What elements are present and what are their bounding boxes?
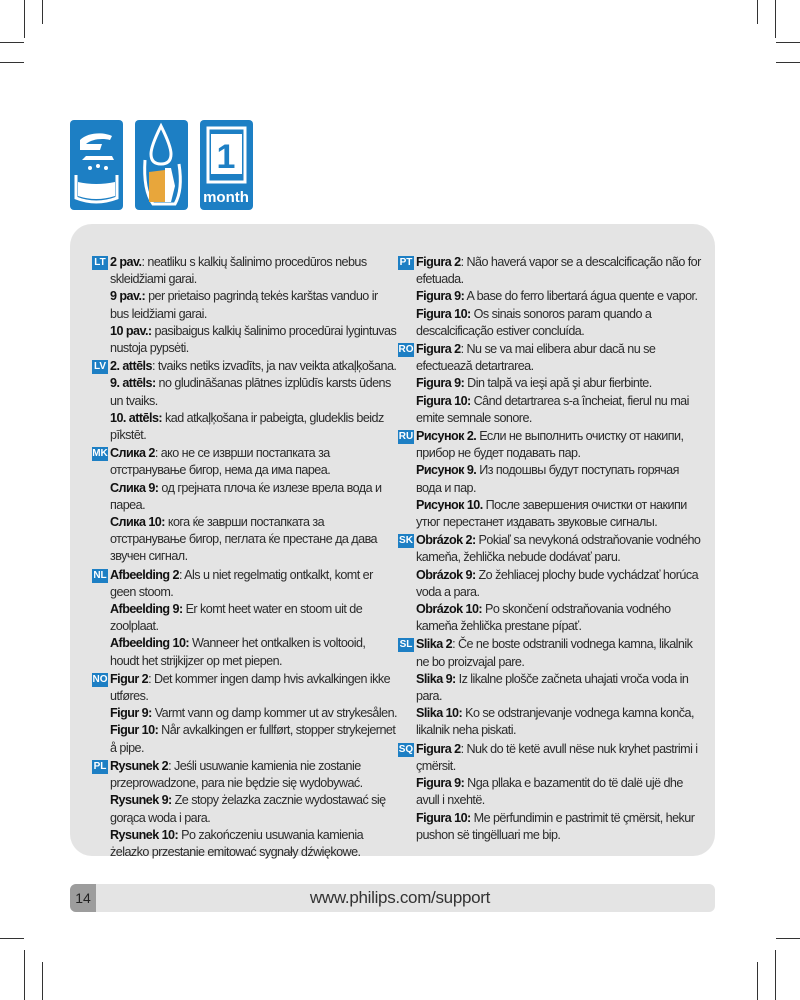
figure-text: : Als u niet regelmatig ontkalkt, komt er geen stoom. <box>110 567 373 599</box>
figure-caption <box>110 514 397 566</box>
figure-caption <box>110 671 397 705</box>
figure-caption <box>416 567 703 601</box>
figure-text: Når avkalkingen er fullført, stopper strykejernet å pipe. <box>110 723 396 755</box>
language-tag: RO <box>398 344 414 356</box>
crop-mark <box>775 0 776 38</box>
crop-mark <box>776 42 800 43</box>
figure-text: per prietaiso pagrindą tekės karštas vanduo ir bus leidžiami garai. <box>110 289 378 321</box>
figure-label: Figura 10: <box>416 393 471 408</box>
language-entry-nl <box>92 567 397 670</box>
figure-text: : Det kommer ingen damp hvis avkalkingen ikke utføres. <box>110 671 391 704</box>
figure-text: : Nuk do të ketë avull nëse nuk kryhet pastrimi i çmërsit. <box>416 741 698 773</box>
language-entry-mk <box>92 445 397 565</box>
figure-label: Figura 2 <box>416 342 461 357</box>
figure-caption <box>110 358 397 375</box>
figure-text: : Če ne boste odstranili vodnega kamna, likalnik ne bo proizvajal pare. <box>416 637 693 669</box>
figure-caption <box>110 722 397 756</box>
figure-caption <box>110 254 397 288</box>
figure-label: Figura 2 <box>416 255 461 269</box>
crop-mark <box>0 42 24 43</box>
language-entry-lt <box>92 254 397 357</box>
figure-caption <box>416 636 703 670</box>
figure-text: kad atkaļķošana ir pabeigta, gludeklis beidz pīkstēt. <box>110 410 384 443</box>
figure-text: од грејната плоча ќе излезе врела вода и пареа. <box>110 480 382 512</box>
figure-text: Când detartrarea s-a încheiat, fierul nu mai emite semnale sonore. <box>416 393 689 425</box>
figure-text: После завершения очистки от накипи утюг перестанет издавать звуковые сигналы. <box>416 497 687 530</box>
figure-caption <box>416 775 703 809</box>
figure-caption <box>416 497 703 531</box>
figure-label: 10. attēls: <box>110 410 163 425</box>
crop-mark <box>42 962 43 1000</box>
figure-label: Figura 9: <box>416 776 465 791</box>
figure-label: Слика 9: <box>110 480 159 495</box>
figure-text: Os sinais sonoros param quando a descalcificação estiver concluída. <box>416 306 652 338</box>
left-column <box>92 254 397 862</box>
crop-mark <box>42 0 43 24</box>
language-entry-sq <box>398 741 703 844</box>
figure-text: Nga pllaka e bazamentit do të dalë ujë dhe avull i nxehtë. <box>416 776 683 808</box>
figure-label: 9 pav.: <box>110 289 146 304</box>
figure-caption <box>416 393 703 427</box>
figure-text: Po skončení odstraňovania vodného kameňa žehlička prestane pípať. <box>416 602 671 634</box>
figure-caption <box>416 462 703 496</box>
right-column <box>398 254 703 845</box>
language-entry-ru <box>398 428 703 531</box>
figure-label: 9. attēls: <box>110 376 156 391</box>
page-number: 14 <box>70 884 96 912</box>
figure-label: Figur 2 <box>110 671 149 686</box>
figure-text: : neatliku s kalkių šalinimo procedūros nebus skleidžiami garai. <box>110 255 367 287</box>
figure-label: Obrázok 9: <box>416 567 476 582</box>
language-tag: SL <box>399 639 413 651</box>
figure-label: Figura 10: <box>416 306 471 321</box>
figure-text: : tvaiks netiks izvadīts, ja nav veikta atkaļķošana. <box>151 359 397 374</box>
language-tag: MK <box>92 448 108 460</box>
language-tag: NL <box>93 569 107 581</box>
language-entry-pl <box>92 758 397 861</box>
figure-label: Rysunek 2 <box>110 758 169 773</box>
figure-label: Afbeelding 2 <box>110 567 179 582</box>
figure-caption <box>416 341 703 375</box>
figure-text: Me përfundimin e pastrimit të çmërsit, hekur pushon së tingëlluari me bip. <box>416 810 695 842</box>
figure-label: Slika 2 <box>416 637 453 652</box>
crop-mark <box>0 62 24 63</box>
figure-text: Er komt heet water en stoom uit de zoolplaat. <box>110 602 363 634</box>
figure-text: no gludināšanas plātnes izplūdīs karsts ūdens un tvaiks. <box>110 376 391 408</box>
figure-label: Рисунок 2. <box>416 429 477 444</box>
language-entry-no <box>92 671 397 757</box>
calendar-label: month <box>203 189 249 206</box>
language-entry-ro <box>398 341 703 427</box>
language-entry-sl <box>398 636 703 739</box>
figure-text: Po zakończeniu usuwania kamienia żelazko przestanie emitować sygnały dźwiękowe. <box>110 827 364 859</box>
figure-caption <box>416 375 703 392</box>
figure-label: Рисунок 10. <box>416 497 483 512</box>
language-tag: SQ <box>398 743 414 755</box>
figure-text: кога ќе заврши постапката за отстранување бигор, пеглата ќе престане да дава звучен сигнал. <box>110 515 378 564</box>
icon-row <box>70 120 253 210</box>
figure-text: : ако не се изврши постапката за отстранување бигор, нема да има пареа. <box>110 446 331 478</box>
language-tag: PT <box>399 257 413 268</box>
figure-text: Из подошвы будут поступать горячая вода и пар. <box>416 463 679 495</box>
crop-mark <box>24 0 25 38</box>
figure-text: Ko se odstranjevanje vodnega kamna konča, likalnik neha piskati. <box>416 706 694 738</box>
crop-mark <box>757 0 758 24</box>
figure-text: Wanneer het ontkalken is voltooid, houdt het strijkijzer op met piepen. <box>110 636 366 668</box>
hand-water-tank-icon <box>135 120 188 210</box>
figure-text: Ze stopy żelazka zacznie wydostawać się gorąca woda i para. <box>110 793 386 825</box>
figure-label: Afbeelding 10: <box>110 636 190 651</box>
language-tag: NO <box>92 673 108 685</box>
figure-caption <box>110 445 397 479</box>
figure-caption <box>416 254 703 288</box>
language-tag: LV <box>93 361 107 373</box>
language-entry-pt <box>398 254 703 340</box>
crop-mark <box>24 950 25 1000</box>
figure-caption <box>110 827 397 861</box>
figure-label: Figura 9: <box>416 376 465 391</box>
figure-caption <box>416 810 703 844</box>
crop-mark <box>776 938 800 939</box>
figure-caption <box>110 410 397 444</box>
figure-text: : Jeśli usuwanie kamienia nie zostanie przeprowadzone, para nie będzie się wydobywać. <box>110 758 363 791</box>
figure-caption <box>110 480 397 514</box>
figure-label: Rysunek 9: <box>110 793 172 808</box>
language-entry-sk <box>398 532 703 635</box>
crop-mark <box>775 950 776 1000</box>
figure-text: : Nu se va mai elibera abur dacă nu se efectuează detartrarea. <box>416 342 656 374</box>
figure-text: Varmt vann og damp kommer ut av strykesålen. <box>151 706 397 721</box>
figure-caption <box>110 375 397 409</box>
figure-caption <box>416 705 703 739</box>
figure-caption <box>416 428 703 462</box>
figure-caption <box>110 323 397 357</box>
figure-label: Rysunek 10: <box>110 827 179 842</box>
figure-caption <box>110 288 397 322</box>
figure-caption <box>110 567 397 601</box>
figure-caption <box>110 601 397 635</box>
language-tag: SK <box>399 535 413 547</box>
figure-text: Din talpă va ieşi apă şi abur fierbinte. <box>464 376 652 391</box>
figure-label: Figura 9: <box>416 289 465 304</box>
figure-caption <box>416 741 703 775</box>
figure-label: Figur 9: <box>110 706 152 721</box>
figure-label: Obrázok 2: <box>416 533 476 548</box>
figure-caption <box>110 705 397 722</box>
language-tag: RU <box>398 431 414 443</box>
figure-label: Afbeelding 9: <box>110 602 183 617</box>
figure-caption <box>416 288 703 305</box>
figure-text: pasibaigus kalkių šalinimo procedūrai lygintuvas nustoja pypsėti. <box>110 323 397 356</box>
figure-label: Figura 2 <box>416 741 461 756</box>
figure-label: Slika 9: <box>416 671 456 686</box>
figure-label: Слика 2 <box>110 446 155 461</box>
language-tag: LT <box>92 256 108 270</box>
figure-label: Слика 10: <box>110 515 165 530</box>
figure-label: Slika 10: <box>416 706 463 721</box>
figure-label: 2. attēls <box>110 359 152 374</box>
crop-mark <box>757 962 758 1000</box>
support-url[interactable]: www.philips.com/support <box>309 888 491 907</box>
figure-caption <box>416 601 703 635</box>
figure-label: Рисунок 9. <box>416 463 477 478</box>
crop-mark <box>776 62 800 63</box>
figure-label: Figura 10: <box>416 810 471 825</box>
language-tag: PL <box>93 760 107 772</box>
figure-caption <box>416 532 703 566</box>
figure-label: Obrázok 10: <box>416 602 483 617</box>
figure-caption <box>416 306 703 340</box>
iron-steam-water-icon <box>70 120 123 210</box>
figure-label: Figur 10: <box>110 723 159 738</box>
figure-text: Если не выполнить очистку от накипи, прибор не будет подавать пар. <box>416 429 684 461</box>
figure-text: Iz likalne plošče začneta uhajati vroča voda in para. <box>416 671 689 704</box>
figure-text: Zo žehliacej plochy bude vychádzať horúca voda a para. <box>416 567 699 599</box>
figure-caption <box>110 792 397 826</box>
figure-label: 10 pav.: <box>110 323 152 338</box>
calendar-1-month-icon <box>200 120 253 210</box>
figure-caption <box>110 635 397 669</box>
figure-label: 2 pav. <box>110 255 142 269</box>
figure-caption <box>110 758 397 792</box>
figure-text: A base do ferro libertará água quente e vapor. <box>464 289 698 304</box>
figure-text: : Não haverá vapor se a descalcificação não for efetuada. <box>416 255 701 287</box>
figure-caption <box>416 671 703 705</box>
crop-mark <box>0 938 24 939</box>
language-entry-lv <box>92 358 397 444</box>
figure-text: Pokiaľ sa nevykoná odstraňovanie vodného kameňa, žehlička nebude dodávať paru. <box>416 533 701 565</box>
calendar-number: 1 <box>216 138 236 176</box>
